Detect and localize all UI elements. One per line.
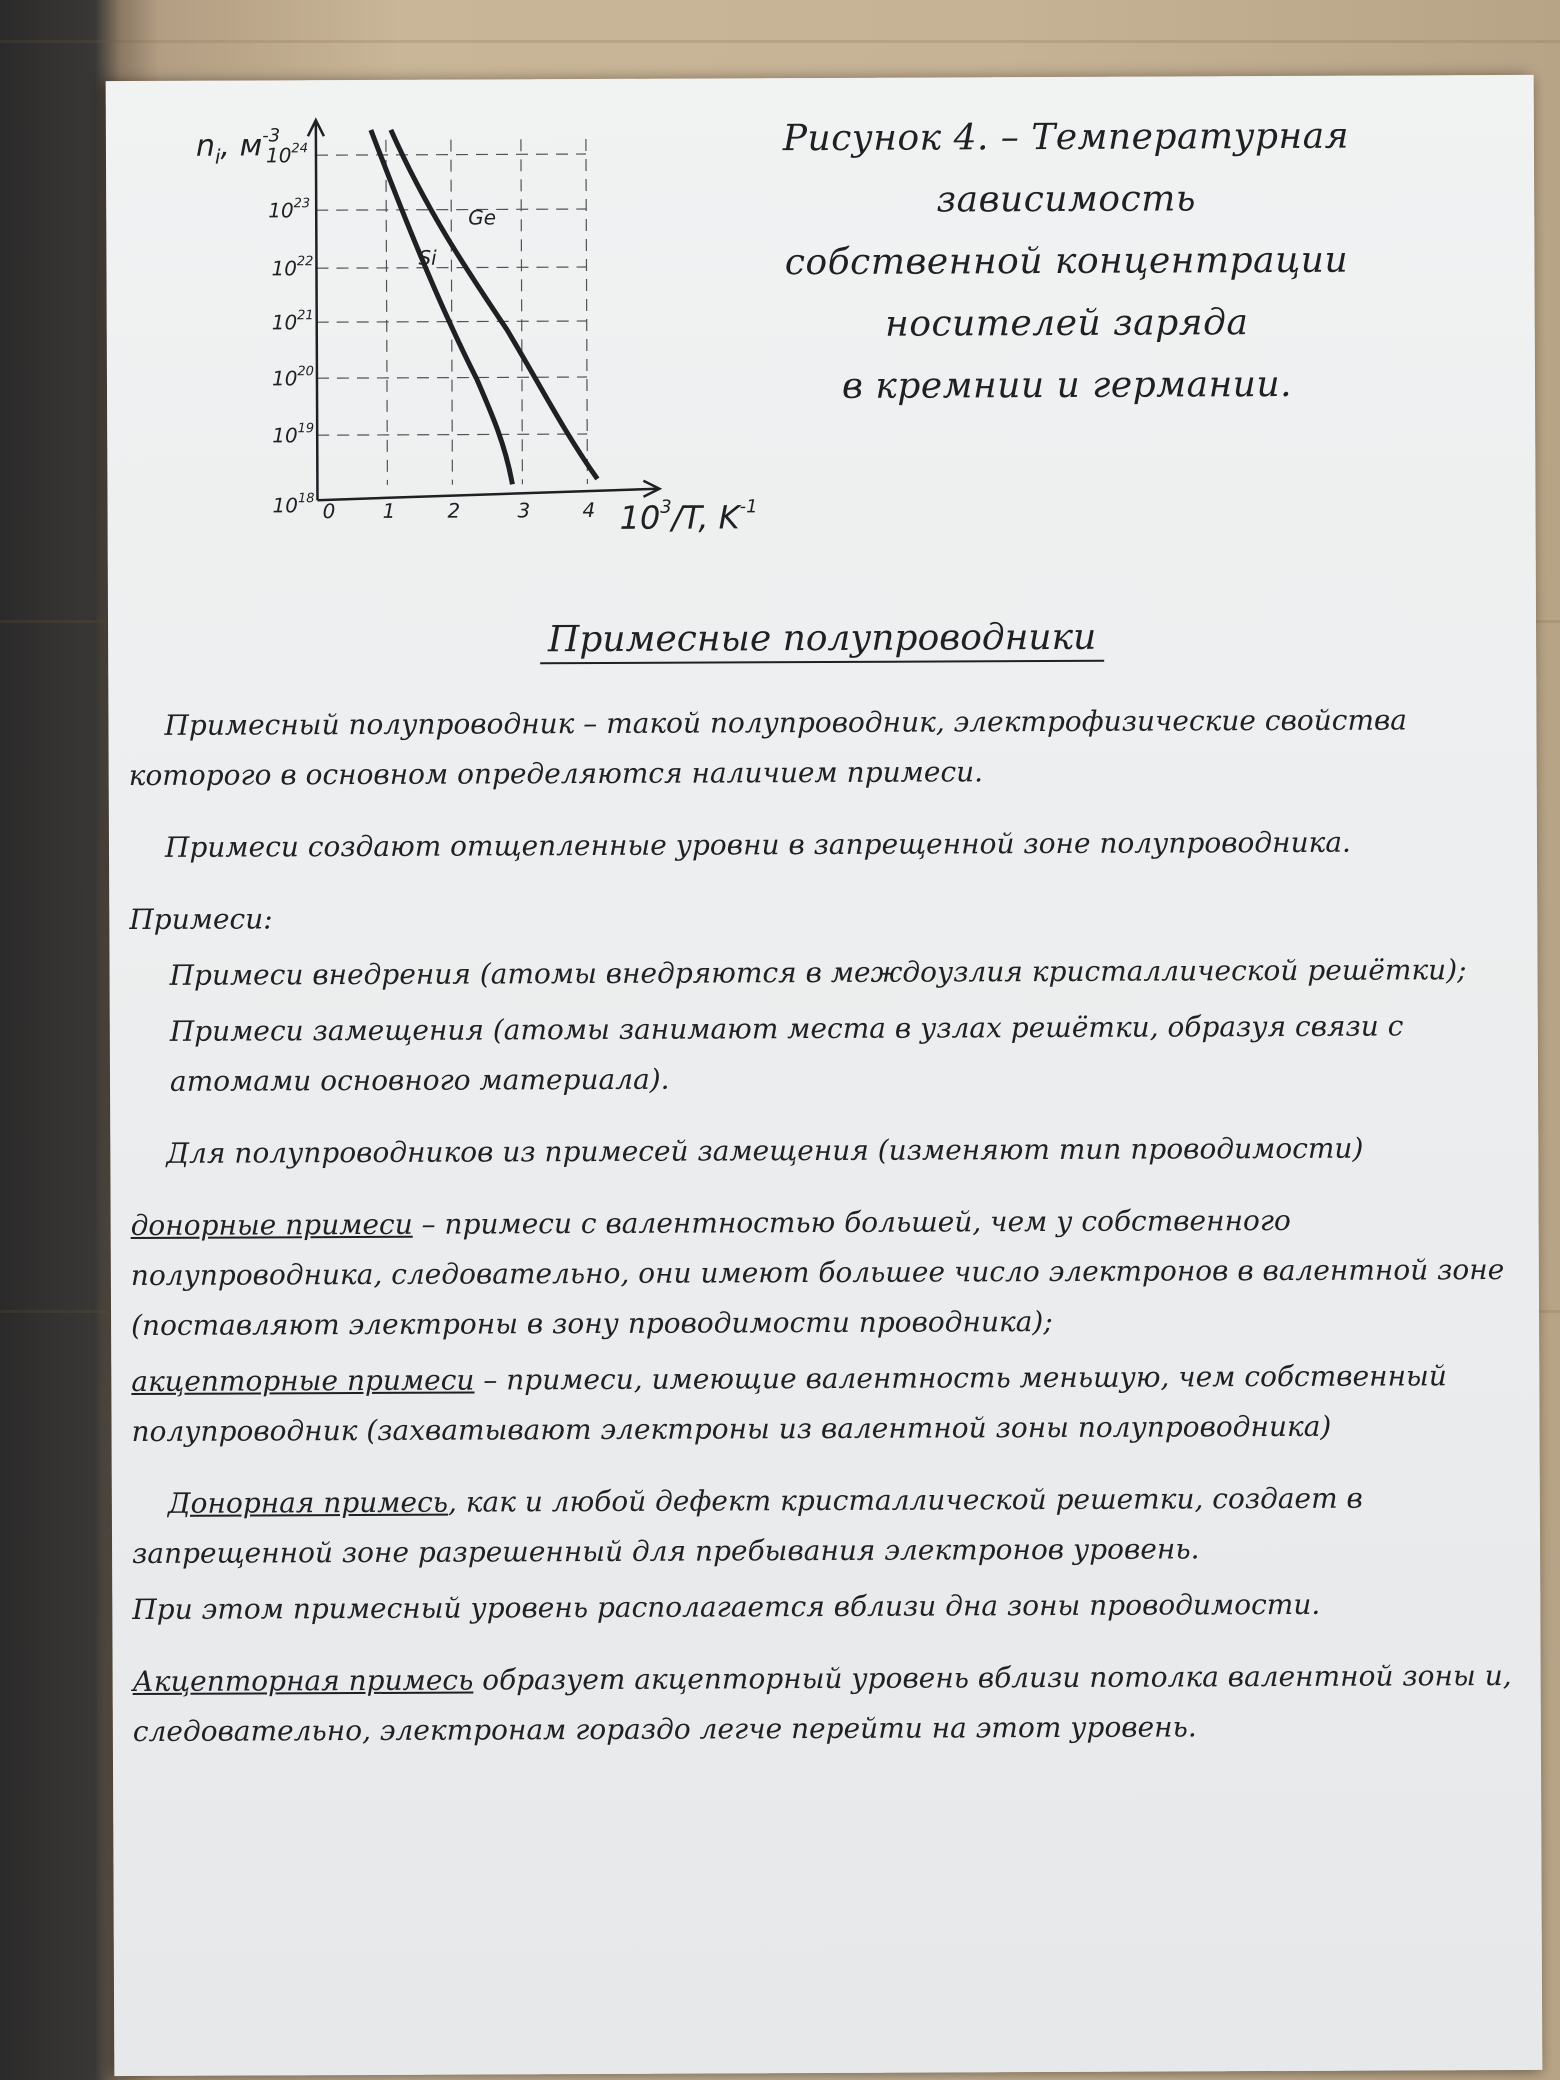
- svg-text:1022: $10^{22}$: [271, 254, 314, 281]
- si-label: Si: [418, 245, 437, 270]
- donor2-text: , как и любой дефект кристаллической решетки, создает в запрещенной зоне разрешенный для пребывания электронов уровень.: [132, 1481, 1363, 1571]
- ge-label: Ge: [468, 205, 497, 230]
- graph-grid: [316, 139, 588, 485]
- caption-line: в кремнии и германии.: [841, 363, 1293, 407]
- acceptor-term: акцепторные примеси: [131, 1363, 475, 1399]
- figure-caption: [716, 105, 1417, 418]
- paragraph-substitutional: Примеси замещения (атомы занимают места в узлах решётки, образуя связи с атомами основного материала).: [169, 1009, 1404, 1098]
- paragraph-definition: Примесный полупроводник – такой полупроводник, электрофизические свойства которого в основном определяются наличием примеси.: [128, 703, 1408, 793]
- caption-line: носителей заряда: [884, 302, 1249, 345]
- svg-text:1021: $10^{21}$: [271, 308, 314, 335]
- svg-text:2: 2: [447, 498, 461, 523]
- acceptor-definition: – примеси, имеющие валентность меньшую, чем собственный полупроводник (захватывают электроны из валентной зоны полупроводника): [131, 1359, 1447, 1449]
- paragraph-substitution-types: Для полупроводников из примесей замещения (изменяют тип проводимости): [166, 1131, 1364, 1170]
- svg-text:4: 4: [582, 497, 596, 523]
- x-tick-labels: [322, 498, 595, 523]
- paragraph-impurities-label: Примеси:: [129, 902, 273, 937]
- paper-sheet: [106, 75, 1543, 2076]
- paragraph-levels: Примеси создают отщепленные уровни в запрещенной зоне полупроводника.: [164, 825, 1351, 864]
- paragraph-acceptor: [131, 1351, 1511, 1457]
- donor-definition: – примеси с валентностью большей, чем у собственного полупроводника, следовательно, они имеют большее число электронов в валентной зоне (поставляют электроны в зону проводимости проводника);: [130, 1203, 1505, 1343]
- paragraph-donor-level: [132, 1473, 1512, 1579]
- paragraph-donor-position: При этом примесный уровень располагается вблизи дна зоны проводимости.: [132, 1587, 1321, 1627]
- svg-text:1019: $10^{19}$: [272, 421, 315, 448]
- svg-text:0: 0: [322, 499, 336, 524]
- paragraph-interstitial: Примеси внедрения (атомы внедряются в междоузлия кристаллической решётки);: [169, 953, 1467, 992]
- y-tick-labels: [266, 141, 315, 517]
- svg-text:1023: $10^{23}$: [268, 196, 311, 223]
- caption-line: Рисунок 4. – Температурная зависимость: [782, 115, 1350, 221]
- svg-text:3: 3: [517, 498, 531, 523]
- svg-text:1: 1: [382, 498, 396, 523]
- acceptor2-term: Акцепторная примесь: [132, 1663, 474, 1699]
- paragraph-acceptor-level: [133, 1651, 1513, 1757]
- section-heading: Примесные полупроводники: [108, 615, 1536, 662]
- y-axis-label: $n_i$, $м^{-3}$: [195, 125, 281, 169]
- svg-text:1024: $10^{24}$: [265, 141, 308, 168]
- x-axis-label: $10^3/T$, $K^{-1}$: [619, 496, 758, 537]
- notes-body: [128, 695, 1513, 1779]
- caption-line: собственной концентрации: [784, 239, 1349, 284]
- donor2-term: Донорная примесь: [167, 1485, 449, 1520]
- paragraph-donor: [131, 1195, 1512, 1351]
- acceptor2-text: образует акцепторный уровень вблизи потолка валентной зоны и, следовательно, электронам гораздо легче перейти на этот уровень.: [132, 1659, 1512, 1749]
- svg-text:1018: $10^{18}$: [272, 491, 315, 518]
- graph-axes: [308, 119, 660, 501]
- svg-text:1020: $10^{20}$: [271, 364, 314, 391]
- donor-term: донорные примеси: [130, 1207, 413, 1243]
